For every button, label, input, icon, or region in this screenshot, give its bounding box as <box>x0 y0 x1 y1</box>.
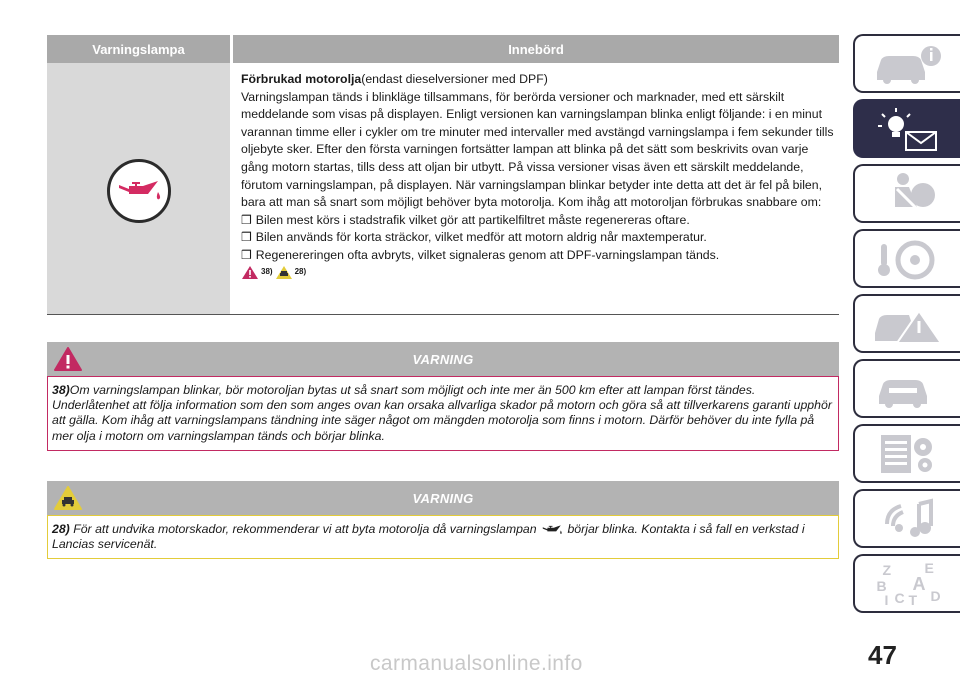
warning-header <box>47 342 839 376</box>
warning-light-table <box>47 35 839 315</box>
meaning-title-note: (endast dieselversioner med DPF) <box>361 72 548 86</box>
header-warning-light: Varningslampa <box>92 41 185 57</box>
car-warning-icon <box>275 265 293 280</box>
oil-can-icon <box>116 178 162 204</box>
meaning-paragraph: Varningslampan tänds i blinkläge tillsammans, för berörda versioner och marknader, med ett särskilt meddelande som visas på displayen. Enligt versionen kan varningslampan blinka enligt följande: i en minut varannan timme eller i cykler om tre minuter med intervaller med avstängd varningslampa i fem sekunder tills oljebyte sker. Efter den första varningen fortsätter lampan att blinka på det sätt som beskrivits ovan varje gång motorn startas, tills dess att oljan bir utbytt. På vissa versioner visas även ett särskilt meddelande, förutom varningslampan, på displayen. När varningslampan blinkar betyder inte detta att det är fel på bilen, bara att man så snart som möjligt behöver byta motorolja. Kom ihåg att motoroljan förbrukas snabbare om: <box>241 89 834 210</box>
tab-starting-driving[interactable] <box>853 229 960 288</box>
list-item: ❒ Bilen mest körs i stadstrafik vilket gör att partikelfiltret måste regenereras oftare. <box>241 212 839 230</box>
tab-safety[interactable] <box>853 164 960 223</box>
warning-text: 38)Om varningslampan blinkar, bör motoroljan bytas ut så snart som möjligt och inte mer än 500 km efter att lampan först tändes. Underlåtenhet att följa information som den som anges ovan kan orsaka allvarliga skador på motorn och göra så att tillverkarens garanti upphör att gälla. Kom ihåg att varningslampans tändning inte säger något om mängden motorolja som finns i motorn. Därför behöver du inte fylla på mer olja i motorn om varningslampan tänds och börjar blinka. <box>47 376 839 451</box>
watermark: carmanualsonline.info <box>370 652 583 675</box>
table-header <box>47 35 839 63</box>
warning-box-danger <box>47 342 839 451</box>
table-row <box>47 63 839 315</box>
page-number: 47 <box>868 640 897 670</box>
tab-technical-data[interactable] <box>853 424 960 483</box>
index-icon: Z E B A C D I T <box>876 559 941 608</box>
warning-title: VARNING <box>412 490 474 506</box>
danger-warning-icon <box>241 265 259 280</box>
list-item: ❒ Bilen används för korta sträckor, vilket medför att motorn aldrig når maxtemperatur. <box>241 229 839 247</box>
tab-emergency[interactable] <box>853 294 960 353</box>
meaning-title <box>241 71 839 89</box>
maintenance-icon <box>869 366 947 412</box>
tab-maintenance[interactable] <box>853 359 960 418</box>
lamp-cell <box>47 63 230 314</box>
safety-icon <box>873 171 943 217</box>
tab-index[interactable] <box>853 554 960 613</box>
oil-lamp-badge <box>107 159 171 223</box>
tab-warning-lights[interactable] <box>853 99 960 158</box>
checkbox-bullet-icon: ❒ <box>241 247 252 262</box>
oil-can-icon <box>540 524 564 536</box>
warning-box-vehicle <box>47 481 839 559</box>
danger-warning-icon <box>53 346 83 372</box>
multimedia-icon <box>873 496 943 542</box>
car-warning-icon <box>53 485 83 511</box>
meaning-cell <box>230 63 839 314</box>
checkbox-bullet-icon: ❒ <box>241 212 252 227</box>
steering-icon <box>873 236 943 282</box>
warning-text: 28) För att undvika motorskador, rekommenderar vi att byta motorolja då varningslampan börjar blinka. Kontakta i så fall en verkstad i Lancias servicenät. <box>47 515 839 559</box>
tab-car-info[interactable] <box>853 34 960 93</box>
checkbox-bullet-icon: ❒ <box>241 230 252 245</box>
ref-28[interactable]: 28) <box>294 266 307 276</box>
warning-header <box>47 481 839 515</box>
list-item: ❒ Regenereringen ofta avbryts, vilket signaleras genom att DPF-varningslampan tänds. <box>241 247 839 265</box>
ref-38[interactable]: 38) <box>261 266 273 276</box>
reference-markers <box>241 263 839 281</box>
emergency-icon <box>869 301 947 347</box>
car-info-icon <box>869 42 947 86</box>
chapter-nav <box>853 34 960 619</box>
header-meaning: Innebörd <box>230 35 839 63</box>
technical-data-icon <box>869 431 947 477</box>
warning-lights-icon <box>868 106 948 152</box>
tab-multimedia[interactable] <box>853 489 960 548</box>
warning-title: VARNING <box>412 351 474 367</box>
meaning-title-bold: Förbrukad motorolja <box>241 72 362 86</box>
